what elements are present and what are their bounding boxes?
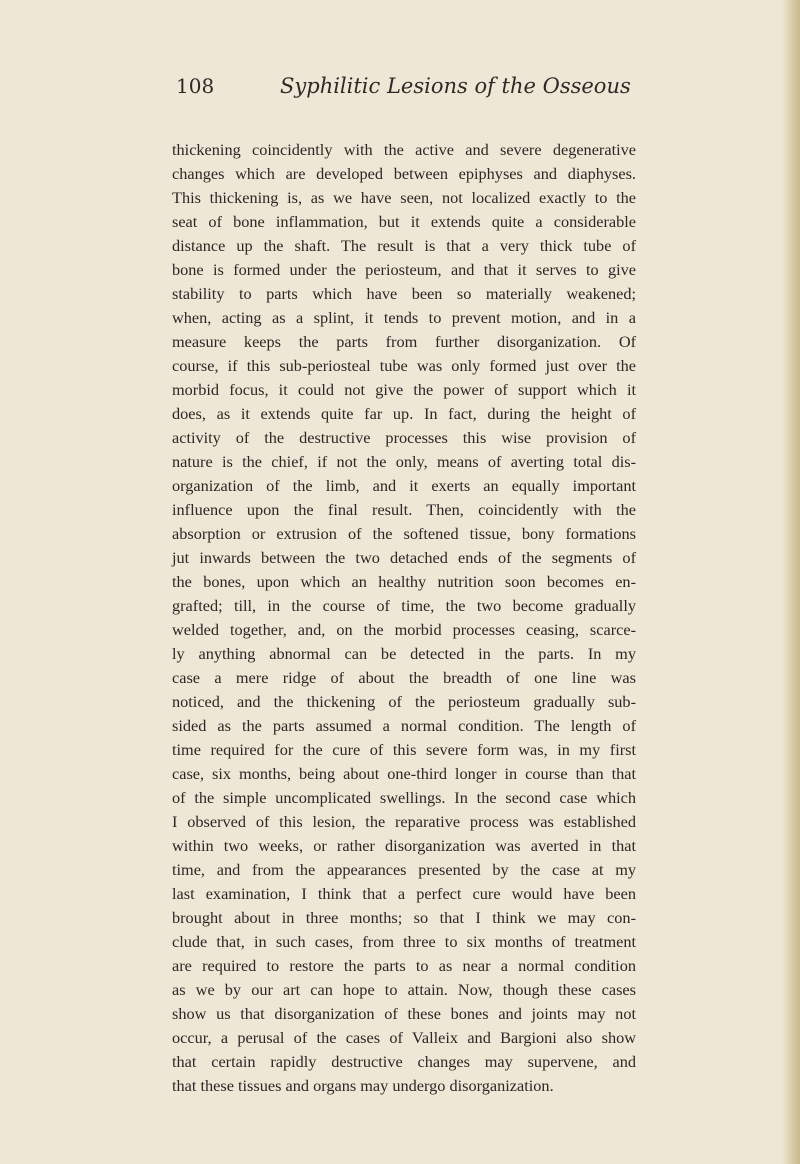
text-line: occur, a perusal of the cases of Valleix and Bargioni also show <box>172 1028 636 1047</box>
text-line: ly anything abnormal can be detected in the parts. In my <box>172 644 636 663</box>
text-line: noticed, and the thickening of the periosteum gradually sub- <box>172 692 636 711</box>
text-line: does, as it extends quite far up. In fact, during the height of <box>172 404 636 423</box>
text-line: case, six months, being about one-third longer in course than that <box>172 764 636 783</box>
text-line: of the simple uncomplicated swellings. In the second case which <box>172 788 636 807</box>
text-line: sided as the parts assumed a normal condition. The length of <box>172 716 636 735</box>
text-line: time, and from the appearances presented by the case at my <box>172 860 636 879</box>
text-line: I observed of this lesion, the reparative process was established <box>172 812 636 831</box>
page-number: 108 <box>176 74 215 98</box>
text-line: show us that disorganization of these bones and joints may not <box>172 1004 636 1023</box>
text-line: bone is formed under the periosteum, and that it serves to give <box>172 260 636 279</box>
text-line: absorption or extrusion of the softened tissue, bony formations <box>172 524 636 543</box>
text-line: activity of the destructive processes this wise provision of <box>172 428 636 447</box>
text-line: course, if this sub-periosteal tube was only formed just over the <box>172 356 636 375</box>
text-line: when, acting as a splint, it tends to prevent motion, and in a <box>172 308 636 327</box>
text-line: stability to parts which have been so materially weakened; <box>172 284 636 303</box>
text-line: last examination, I think that a perfect cure would have been <box>172 884 636 903</box>
text-line: are required to restore the parts to as near a normal condition <box>172 956 636 975</box>
text-line: nature is the chief, if not the only, means of averting total dis- <box>172 452 636 471</box>
text-line: time required for the cure of this severe form was, in my first <box>172 740 636 759</box>
text-line: changes which are developed between epiphyses and diaphyses. <box>172 164 636 183</box>
text-line: jut inwards between the two detached ends of the segments of <box>172 548 636 567</box>
text-line: brought about in three months; so that I think we may con- <box>172 908 636 927</box>
text-line: morbid focus, it could not give the power of support which it <box>172 380 636 399</box>
text-line: that these tissues and organs may undergo disorganization. <box>172 1076 554 1095</box>
running-header <box>176 74 646 114</box>
text-line: that certain rapidly destructive changes may supervene, and <box>172 1052 636 1071</box>
text-line: thickening coincidently with the active and severe degenerative <box>172 140 636 159</box>
body-paragraph <box>172 138 636 1098</box>
text-line: organization of the limb, and it exerts an equally important <box>172 476 636 495</box>
text-line: the bones, upon which an healthy nutrition soon becomes en- <box>172 572 636 591</box>
text-line: grafted; till, in the course of time, the two become gradually <box>172 596 636 615</box>
running-title: Syphilitic Lesions of the Osseous <box>280 74 631 98</box>
text-line: clude that, in such cases, from three to six months of treatment <box>172 932 636 951</box>
text-line: case a mere ridge of about the breadth of one line was <box>172 668 636 687</box>
text-line: as we by our art can hope to attain. Now, though these cases <box>172 980 636 999</box>
text-line: seat of bone inflammation, but it extends quite a considerable <box>172 212 636 231</box>
text-line: within two weeks, or rather disorganization was averted in that <box>172 836 636 855</box>
text-line: influence upon the final result. Then, coincidently with the <box>172 500 636 519</box>
text-line: distance up the shaft. The result is that a very thick tube of <box>172 236 636 255</box>
page-edge-shadow <box>782 0 800 1164</box>
text-line: welded together, and, on the morbid processes ceasing, scarce- <box>172 620 636 639</box>
text-line: measure keeps the parts from further disorganization. Of <box>172 332 636 351</box>
text-line: This thickening is, as we have seen, not localized exactly to the <box>172 188 636 207</box>
